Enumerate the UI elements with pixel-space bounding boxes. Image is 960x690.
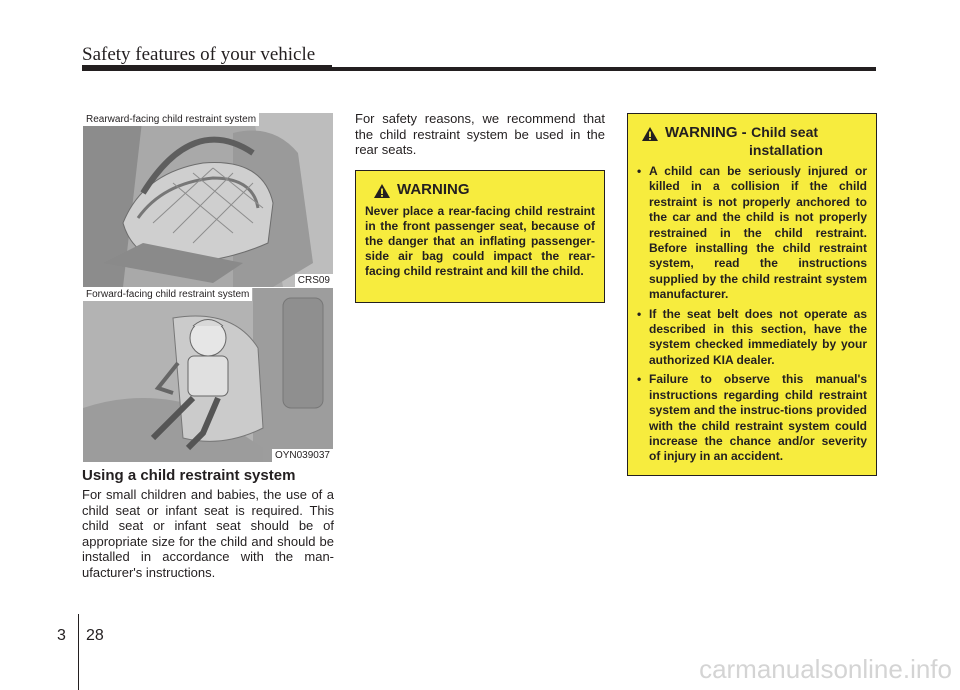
recommendation-text: For safety reasons, we recommend that the child restraint system be used in the rear seats. — [355, 111, 605, 157]
warning-title: WARNING - — [665, 124, 747, 141]
page-number: 28 — [86, 627, 104, 644]
warning-box-rear-facing — [355, 170, 605, 303]
warning-list-item: • A child can be seriously injured or killed in a collision if the child restraint is not properly anchored to the car and the child is not properly restrained in the child restraint. Before installing the child restraint system, read the instructions supplied by the child restraint system manufacturer. — [637, 164, 867, 302]
warning-subtitle-line2: installation — [749, 142, 823, 158]
chapter-number: 3 — [57, 627, 66, 644]
figure-code: OYN039037 — [272, 449, 333, 462]
warning-list-item: • Failure to observe this manual's instructions regarding child restraint system and the instruc-tions provided with the child restraint system could increase the chance and/or severity of injury in an accident. — [637, 372, 867, 464]
figure-caption: Forward-facing child restraint system — [83, 288, 252, 301]
warning-body: Never place a rear-facing child restraint in the front passenger seat, because of the danger that an inflating passenger-side air bag could impact the rear-facing child restraint and kill the child. — [365, 204, 595, 278]
rear-facing-seat-illustration — [83, 113, 333, 287]
warning-box-installation — [627, 113, 877, 476]
page-number-divider — [78, 614, 79, 690]
warning-triangle-icon — [373, 183, 391, 199]
figure-caption: Rearward-facing child restraint system — [83, 113, 259, 126]
warning-title: WARNING — [397, 181, 470, 198]
figure-code: CRS09 — [295, 274, 333, 287]
section-body: For small children and babies, the use of a child seat or infant seat is required. This child seat or infant seat should be of appropriate size for the child and should be installed in accordance with the man-ufacturer's instructions. — [82, 487, 334, 580]
section-heading: Using a child restraint system — [82, 467, 296, 484]
forward-facing-seat-illustration — [83, 288, 333, 462]
header-rule-accent — [82, 65, 332, 71]
page-header-title: Safety features of your vehicle — [82, 44, 316, 65]
warning-triangle-icon — [641, 126, 659, 142]
warning-list — [637, 164, 867, 465]
warning-subtitle-line1: Child seat — [751, 124, 819, 140]
rear-facing-seat-drawing — [83, 113, 333, 287]
forward-facing-seat-drawing — [83, 288, 333, 462]
warning-list-item: • If the seat belt does not operate as described in this section, have the system checked immediately by your authorized KIA dealer. — [637, 306, 867, 367]
site-watermark: carmanualsonline.info — [699, 654, 952, 684]
